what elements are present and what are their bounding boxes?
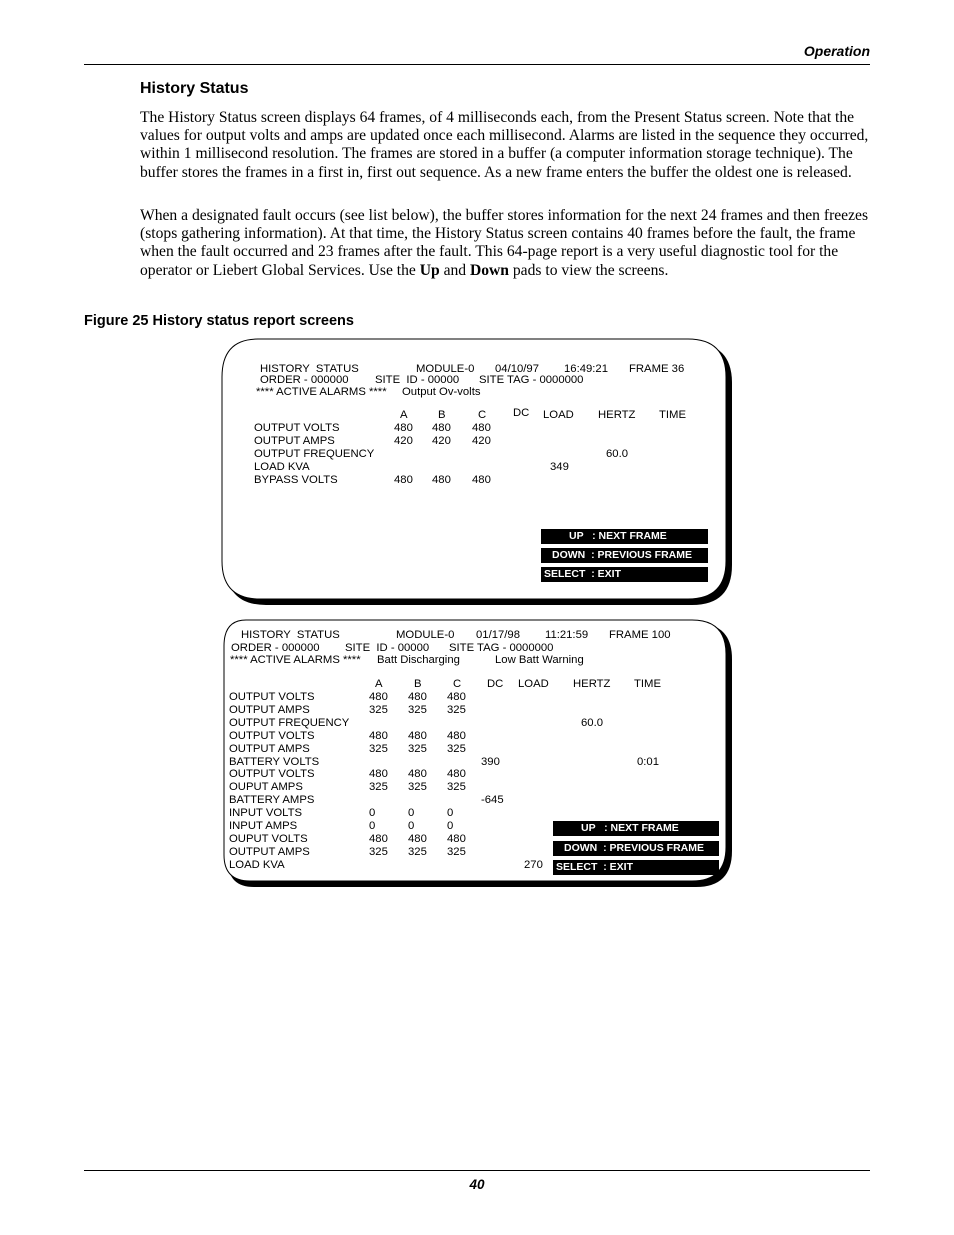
up-keyword: Up xyxy=(419,261,440,279)
cell-c: 480 xyxy=(447,768,466,781)
paragraph-2: When a designated fault occurs (see list below), the buffer stores information for the next 24 frames and then freezes (stops gathering information). At that time, the History Status screen contains 40 frames before the fault, the frame when the fault occurred and 23 frames after the fault. This 64-page report is a very useful diagnostic tool for the operator or Liebert Global Services. Use the Up and Down pads to view the screens. xyxy=(140,207,869,279)
row-label: OUPUT AMPS xyxy=(229,781,303,794)
cell-b: 325 xyxy=(408,742,427,755)
screen2-time: 11:21:59 xyxy=(545,629,589,641)
cell-a: 325 xyxy=(369,845,388,858)
row-label: OUTPUT VOLTS xyxy=(254,422,340,434)
screen2-alarm-1: Batt Discharging xyxy=(377,654,460,666)
cell-b: 325 xyxy=(408,703,427,716)
screen1-site-id: SITE ID - 00000 xyxy=(375,374,460,386)
screen2-frame-number: FRAME 100 xyxy=(609,629,671,641)
screen2-date: 01/17/98 xyxy=(476,629,520,641)
row-label: OUTPUT VOLTS xyxy=(229,729,315,742)
cell-b: 480 xyxy=(432,474,451,486)
screen1-time: 16:49:21 xyxy=(564,363,608,375)
cell-b: 0 xyxy=(408,820,415,832)
cell-b: 480 xyxy=(408,691,427,703)
screen2-col-b: B xyxy=(414,678,422,690)
cell-dc: 390 xyxy=(481,755,500,768)
cell-b: 480 xyxy=(408,729,427,742)
cell-a: 325 xyxy=(369,703,388,716)
cell-b: 480 xyxy=(432,422,451,434)
cell-a: 420 xyxy=(394,435,413,447)
screen2-col-c: C xyxy=(453,678,462,690)
screen1-date: 04/10/97 xyxy=(495,363,539,375)
cell-a: 480 xyxy=(369,729,388,742)
screen1-col-time: TIME xyxy=(659,409,686,421)
screen1-col-load: LOAD xyxy=(543,409,574,421)
figure-caption: Figure 25 History status report screens xyxy=(84,313,354,329)
cell-time: 0:01 xyxy=(637,755,659,768)
cell-c: 325 xyxy=(447,703,466,716)
screen1-down-button[interactable]: DOWN : PREVIOUS FRAME xyxy=(541,548,708,563)
row-label: OUTPUT AMPS xyxy=(229,742,310,755)
row-label: OUPUT VOLTS xyxy=(229,832,308,845)
cell-c: 480 xyxy=(447,691,466,703)
row-label: OUTPUT AMPS xyxy=(254,435,335,447)
screen2-site-tag: SITE TAG - 0000000 xyxy=(449,642,554,654)
screen2-alarms-label: **** ACTIVE ALARMS **** xyxy=(230,654,361,666)
row-label: OUTPUT VOLTS xyxy=(229,691,315,703)
cell-c: 325 xyxy=(447,781,466,794)
paragraph-1: The History Status screen displays 64 frames, of 4 milliseconds each, from the Present Status screen. Note that the values for output volts and amps are updated once each millisecond. Alarms are listed in the sequence they occurred, within 1 millisecond resolution. The frames are stored in a buffer (a computer information storage technique). The buffer stores the frames in a first in, first out sequence. As a new frame enters the buffer the oldest one is released. xyxy=(140,109,869,181)
screen2-col-hertz: HERTZ xyxy=(573,678,611,690)
cell-b: 325 xyxy=(408,781,427,794)
cell-a: 480 xyxy=(369,832,388,845)
screen1-site-tag: SITE TAG - 0000000 xyxy=(479,374,584,386)
screen1-col-a: A xyxy=(400,409,408,421)
screen2-module: MODULE-0 xyxy=(396,629,455,641)
cell-a: 0 xyxy=(369,807,376,820)
screen1-col-b: B xyxy=(438,409,446,421)
row-label: LOAD KVA xyxy=(229,858,285,871)
screen2-col-a: A xyxy=(375,678,383,690)
cell-a: 480 xyxy=(394,474,413,486)
cell-a: 325 xyxy=(369,742,388,755)
down-keyword: Down xyxy=(469,261,509,279)
cell-c: 480 xyxy=(472,474,491,486)
screen2-alarm-2: Low Batt Warning xyxy=(495,654,584,666)
screen2-title: HISTORY STATUS xyxy=(241,629,340,641)
row-label: OUTPUT VOLTS xyxy=(229,768,315,781)
cell-b: 0 xyxy=(408,807,415,820)
screen2-col-dc: DC xyxy=(487,678,504,690)
cell-b: 420 xyxy=(432,435,451,447)
screen1-order: ORDER - 000000 xyxy=(260,374,349,386)
cell-c: 480 xyxy=(447,729,466,742)
cell-hertz: 60.0 xyxy=(606,448,628,460)
cell-a: 480 xyxy=(369,768,388,781)
cell-a: 325 xyxy=(369,781,388,794)
screen2-col-time: TIME xyxy=(634,678,661,690)
screen1-select-button[interactable]: SELECT : EXIT xyxy=(541,567,708,582)
cell-c: 325 xyxy=(447,845,466,858)
screen1-alarm: Output Ov-volts xyxy=(402,386,481,398)
row-label: LOAD KVA xyxy=(254,461,310,473)
screen1-alarms-label: **** ACTIVE ALARMS **** xyxy=(256,386,387,398)
row-label: OUTPUT AMPS xyxy=(229,845,310,858)
cell-b: 480 xyxy=(408,768,427,781)
cell-c: 325 xyxy=(447,742,466,755)
screen1-title: HISTORY STATUS xyxy=(260,363,359,375)
screen2-up-button[interactable]: UP : NEXT FRAME xyxy=(553,821,719,836)
screen1-col-c: C xyxy=(478,409,487,421)
row-label: OUTPUT FREQUENCY xyxy=(229,716,350,729)
cell-a: 480 xyxy=(369,691,388,703)
screen2-select-button[interactable]: SELECT : EXIT xyxy=(553,860,719,875)
cell-c: 0 xyxy=(447,820,454,832)
cell-c: 480 xyxy=(447,832,466,845)
cell-dc: -645 xyxy=(481,794,504,807)
row-label: BYPASS VOLTS xyxy=(254,474,338,486)
cell-hertz: 60.0 xyxy=(581,716,603,729)
screen1-col-hertz: HERTZ xyxy=(598,409,636,421)
screen1-col-dc: DC xyxy=(513,407,530,419)
cell-b: 325 xyxy=(408,845,427,858)
footer-rule xyxy=(84,1170,870,1171)
screen2-site-id: SITE ID - 00000 xyxy=(345,642,430,654)
cell-c: 0 xyxy=(447,807,454,820)
screen1-frame-number: FRAME 36 xyxy=(629,363,685,375)
row-label: INPUT AMPS xyxy=(229,820,298,832)
cell-a: 0 xyxy=(369,820,376,832)
screen2-order: ORDER - 000000 xyxy=(231,642,320,654)
row-label: BATTERY VOLTS xyxy=(229,755,320,768)
page-number: 40 xyxy=(469,1177,485,1192)
row-label: OUTPUT AMPS xyxy=(229,703,310,716)
row-label: BATTERY AMPS xyxy=(229,794,315,807)
section-heading: History Status xyxy=(140,80,249,97)
cell-load: 349 xyxy=(550,461,569,473)
screen1-module: MODULE-0 xyxy=(416,363,475,375)
section-header: Operation xyxy=(803,43,870,59)
screen1-up-button[interactable]: UP : NEXT FRAME xyxy=(541,529,708,544)
cell-b: 480 xyxy=(408,832,427,845)
cell-a: 480 xyxy=(394,422,413,434)
cell-load: 270 xyxy=(524,858,543,871)
cell-c: 420 xyxy=(472,435,491,447)
row-label: OUTPUT FREQUENCY xyxy=(254,448,375,460)
row-label: INPUT VOLTS xyxy=(229,807,303,820)
screen2-down-button[interactable]: DOWN : PREVIOUS FRAME xyxy=(553,841,719,856)
cell-c: 480 xyxy=(472,422,491,434)
screen2-col-load: LOAD xyxy=(518,678,549,690)
